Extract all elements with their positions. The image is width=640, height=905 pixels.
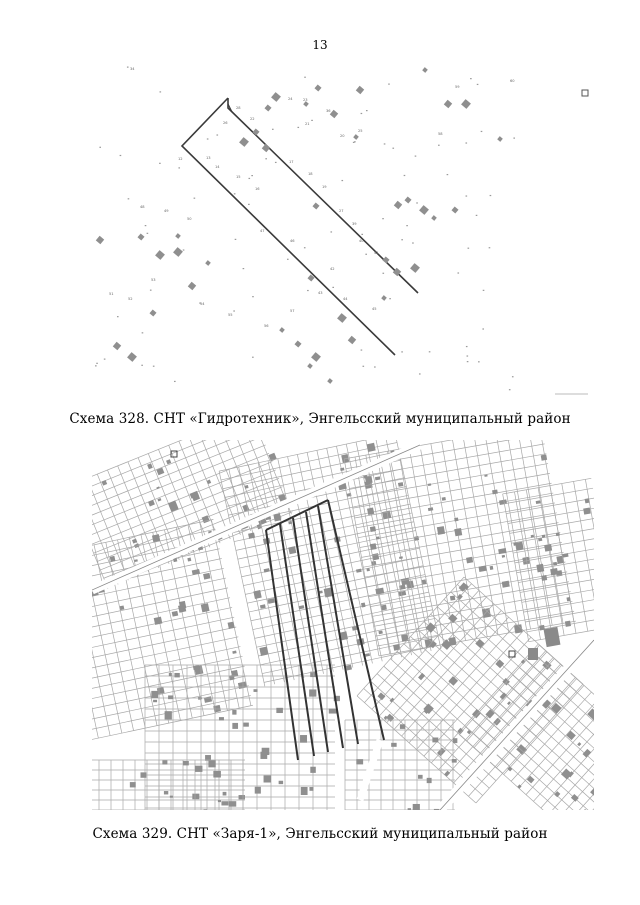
parcel-number-label: 24 xyxy=(288,97,293,101)
building-footprint xyxy=(245,485,249,489)
building-footprint xyxy=(204,696,212,703)
parcel-line xyxy=(73,428,258,503)
building-footprint xyxy=(130,782,136,787)
parcel-number-label: 51 xyxy=(109,292,114,296)
parcel-line xyxy=(506,498,595,514)
building-footprint xyxy=(204,809,207,812)
building-footprint xyxy=(192,794,199,800)
parcel-line xyxy=(506,682,617,782)
parcel-number-label: 40 xyxy=(359,239,364,243)
parcel-number-label: 52 xyxy=(128,297,133,301)
building-footprint xyxy=(413,804,420,812)
parcel-line xyxy=(548,726,628,815)
building-footprint xyxy=(232,651,236,654)
building-footprint xyxy=(288,546,296,554)
parcel-number-label: 43 xyxy=(318,291,323,295)
building-footprint xyxy=(536,564,544,573)
building-footprint xyxy=(442,497,446,501)
building-footprint xyxy=(162,760,167,764)
parcel-line xyxy=(510,518,599,534)
parcel-number-label: 16 xyxy=(255,187,260,191)
parcel-number-label: 23 xyxy=(303,98,308,102)
parcel-line xyxy=(72,637,238,672)
building-footprint xyxy=(364,475,368,478)
building-footprint xyxy=(310,767,315,773)
building-footprint xyxy=(172,611,179,617)
building-footprint xyxy=(83,609,89,614)
building-footprint xyxy=(86,490,90,493)
building-footprint xyxy=(422,579,427,584)
parcel-line xyxy=(519,668,630,768)
parcel-number-label: 56 xyxy=(264,324,269,328)
building-footprint xyxy=(260,604,266,609)
parcel-line xyxy=(66,607,232,642)
parcel-line xyxy=(70,627,236,662)
parcel-number-label: 28 xyxy=(236,106,241,110)
building-footprint xyxy=(367,507,374,515)
building-footprint xyxy=(541,575,547,581)
building-footprint xyxy=(218,800,221,802)
building-footprint xyxy=(502,555,505,558)
building-footprint xyxy=(154,617,163,625)
building-footprint xyxy=(267,598,275,604)
parcel-number-label: 58 xyxy=(438,132,443,136)
parcel-block xyxy=(75,760,245,820)
caption-scheme-328: Схема 328. СНТ «Гидротехник», Энгельсский муниципальный район xyxy=(69,411,571,427)
building-footprint xyxy=(58,560,62,564)
building-footprint xyxy=(418,775,423,779)
parcel-line xyxy=(47,555,87,741)
parcel-line xyxy=(525,606,614,622)
parcel-line xyxy=(520,577,609,593)
parcel-number-label: 27 xyxy=(339,209,344,213)
building-footprint xyxy=(590,788,599,797)
building-footprint xyxy=(264,775,271,782)
parcel-line xyxy=(80,676,246,711)
parcel-line xyxy=(394,610,501,729)
building-footprint xyxy=(232,723,238,729)
building-footprint xyxy=(452,759,457,763)
building-footprint xyxy=(169,673,172,676)
building-footprint xyxy=(243,723,248,727)
parcel-number-label: 54 xyxy=(200,302,205,306)
building-footprint xyxy=(260,752,267,759)
building-footprint xyxy=(309,689,316,696)
building-footprint xyxy=(208,760,215,767)
parcel-block xyxy=(459,644,640,820)
building-footprint xyxy=(340,468,344,471)
building-footprint xyxy=(147,463,153,469)
building-footprint xyxy=(398,482,403,487)
parcel-number-label: 22 xyxy=(250,117,255,121)
building-footprint xyxy=(183,761,189,765)
building-footprint xyxy=(301,787,308,795)
parcel-line xyxy=(200,522,240,708)
building-footprint xyxy=(170,796,173,798)
parcel-number-label: 49 xyxy=(164,209,169,213)
building-footprint xyxy=(466,557,473,564)
building-footprint xyxy=(561,768,572,779)
building-footprint xyxy=(453,738,457,743)
parcel-line xyxy=(513,537,602,553)
parcel-line xyxy=(563,739,640,820)
building-footprint xyxy=(391,743,396,747)
building-footprint xyxy=(223,792,227,796)
building-footprint xyxy=(192,569,200,575)
building-footprint xyxy=(157,498,161,502)
building-footprint xyxy=(134,559,138,562)
building-footprint xyxy=(475,639,484,648)
building-footprint xyxy=(544,544,552,552)
parcel-line xyxy=(64,598,230,633)
parcel-line xyxy=(188,525,228,711)
parcel-number-label: 50 xyxy=(187,217,192,221)
building-footprint xyxy=(203,573,210,580)
parcel-number-label: 17 xyxy=(289,160,294,164)
parcel-number-label: 42 xyxy=(330,267,335,271)
building-footprint xyxy=(454,528,462,536)
parcel-line xyxy=(493,697,604,797)
building-footprint xyxy=(168,695,173,699)
parcel-number-label: 14 xyxy=(215,165,220,169)
building-footprint xyxy=(255,787,261,794)
building-footprint xyxy=(201,603,210,612)
building-footprint xyxy=(187,557,191,561)
building-footprint xyxy=(279,781,283,784)
road-edge xyxy=(92,445,420,590)
parcel-number-label: 60 xyxy=(510,79,515,83)
building-footprint xyxy=(499,499,507,505)
building-footprint xyxy=(346,665,352,671)
building-footprint xyxy=(329,709,337,714)
building-footprint xyxy=(229,675,235,681)
building-footprint xyxy=(378,630,382,634)
building-footprint xyxy=(356,759,363,764)
building-footprint xyxy=(151,691,158,698)
building-footprint xyxy=(556,533,560,537)
building-footprint xyxy=(195,766,202,772)
parcel-block xyxy=(47,519,253,740)
parcel-line xyxy=(351,464,548,499)
building-footprint xyxy=(370,543,377,550)
parcel-number-label: 46 xyxy=(290,239,295,243)
building-footprint xyxy=(238,682,247,689)
parcel-number-label: 15 xyxy=(236,175,241,179)
parcel-number-label: 36 xyxy=(326,109,331,113)
building-footprint xyxy=(276,708,283,713)
building-footprint xyxy=(550,568,558,575)
building-footprint xyxy=(597,514,605,520)
building-footprint xyxy=(610,746,620,756)
building-footprint xyxy=(531,535,534,538)
parcel-line xyxy=(71,550,111,736)
building-footprint xyxy=(273,513,281,521)
building-footprint xyxy=(254,689,258,692)
building-footprint xyxy=(164,791,168,794)
building-footprint xyxy=(381,605,387,611)
building-footprint xyxy=(239,795,245,799)
parcel-line xyxy=(68,617,234,652)
map-329-content xyxy=(47,410,640,820)
building-footprint xyxy=(370,526,376,532)
parcel-number-label: 34 xyxy=(130,67,135,71)
parcel-number-label: 59 xyxy=(455,85,460,89)
building-footprint xyxy=(165,711,172,719)
building-footprint xyxy=(427,778,432,783)
building-footprint xyxy=(562,553,568,557)
building-footprint xyxy=(553,562,557,566)
parcel-number-label: 21 xyxy=(305,122,310,126)
parcel-block xyxy=(219,433,442,687)
building-footprint xyxy=(472,709,481,718)
building-footprint xyxy=(577,742,581,746)
parcel-line xyxy=(513,675,624,775)
building-footprint xyxy=(528,648,538,660)
building-footprint xyxy=(444,771,450,777)
building-footprint xyxy=(400,724,405,729)
building-footprint xyxy=(418,673,425,680)
building-footprint xyxy=(99,818,103,820)
parcel-line xyxy=(76,656,242,691)
building-footprint xyxy=(566,731,576,740)
parcel-number-label: 18 xyxy=(308,172,313,176)
parcel-line xyxy=(372,590,479,709)
caption-scheme-329: Схема 329. СНТ «Заря-1», Энгельсский муниципальный район xyxy=(92,826,548,842)
parcel-line xyxy=(541,719,621,808)
parcel-line xyxy=(503,478,592,494)
building-footprint xyxy=(434,809,440,815)
building-footprint xyxy=(79,666,84,671)
parcel-line xyxy=(574,481,600,629)
building-footprint xyxy=(478,565,486,572)
building-footprint xyxy=(367,443,376,452)
parcel-line xyxy=(344,424,541,459)
building-footprint xyxy=(500,692,507,699)
building-footprint xyxy=(148,500,155,507)
building-footprint xyxy=(498,548,506,554)
building-footprint xyxy=(298,605,304,609)
parcel-line xyxy=(67,412,252,487)
parcel-line xyxy=(504,488,593,504)
building-footprint xyxy=(450,595,456,600)
parcel-number-label: 41 xyxy=(374,251,379,255)
parcel-line xyxy=(387,604,494,723)
building-footprint xyxy=(309,787,313,791)
building-footprint xyxy=(437,526,445,535)
parcel-line xyxy=(486,705,597,805)
building-footprint xyxy=(585,498,590,503)
parcel-number-label: 25 xyxy=(358,129,363,133)
building-footprint xyxy=(207,480,211,485)
building-footprint xyxy=(454,517,458,521)
building-footprint xyxy=(366,568,369,571)
building-footprint xyxy=(401,634,408,642)
building-footprint xyxy=(432,737,438,742)
building-footprint xyxy=(428,507,433,511)
building-footprint xyxy=(527,428,536,437)
parcel-line xyxy=(518,567,607,583)
parcel-number-label: 44 xyxy=(343,297,348,301)
building-footprint xyxy=(607,576,613,582)
building-footprint xyxy=(583,809,587,813)
parcel-line xyxy=(508,508,597,524)
building-footprint xyxy=(356,569,362,573)
page-number: 13 xyxy=(312,38,328,52)
building-footprint xyxy=(566,597,570,601)
building-footprint xyxy=(541,454,547,460)
building-footprint xyxy=(110,556,116,562)
parcel-line xyxy=(562,484,588,632)
building-footprint xyxy=(492,489,498,494)
parcel-number-label: 39 xyxy=(352,222,357,226)
parcel-line xyxy=(70,420,255,495)
building-footprint xyxy=(153,700,157,702)
parcel-number-label: 47 xyxy=(260,229,265,233)
building-footprint xyxy=(132,539,137,544)
building-footprint xyxy=(408,808,411,812)
building-footprint xyxy=(81,552,87,558)
building-footprint xyxy=(300,735,307,743)
building-footprint xyxy=(156,468,164,476)
building-footprint xyxy=(365,653,370,657)
parcel-number-label: 53 xyxy=(151,278,156,282)
parcel-number-label: 12 xyxy=(178,157,183,161)
building-footprint xyxy=(229,801,236,806)
parcel-line xyxy=(550,486,576,634)
parcel-line xyxy=(526,660,637,760)
building-footprint xyxy=(490,566,494,570)
parcel-line xyxy=(78,666,244,701)
parcel-line xyxy=(511,528,600,544)
parcel-number-label: 19 xyxy=(322,185,327,189)
building-footprint xyxy=(542,535,546,538)
building-footprint xyxy=(221,801,228,805)
parcel-line xyxy=(87,705,253,740)
parcel-line xyxy=(522,587,611,603)
parcel-number-label: 48 xyxy=(140,205,145,209)
building-footprint xyxy=(53,578,59,582)
parcel-line xyxy=(60,578,226,613)
parcel-number-label: 55 xyxy=(228,313,233,317)
parcel-line xyxy=(74,647,240,682)
building-footprint xyxy=(428,483,431,486)
building-footprint xyxy=(264,568,270,572)
building-footprint xyxy=(565,621,571,627)
building-footprint xyxy=(232,710,236,715)
building-footprint xyxy=(246,415,255,424)
parcel-number-label: 57 xyxy=(290,309,295,313)
parcel-number-label: 45 xyxy=(372,307,377,311)
building-footprint xyxy=(140,772,146,777)
building-footprint xyxy=(152,534,160,542)
building-footprint xyxy=(600,539,606,543)
building-footprint xyxy=(375,476,380,480)
building-footprint xyxy=(207,431,213,437)
parcel-number-label: 13 xyxy=(206,156,211,160)
building-footprint xyxy=(502,581,510,588)
parcel-number-label: 20 xyxy=(340,134,345,138)
building-footprint xyxy=(399,556,403,559)
parcel-line xyxy=(379,597,486,716)
building-footprint xyxy=(414,536,419,541)
building-footprint xyxy=(583,507,591,514)
building-footprint xyxy=(102,480,108,486)
building-footprint xyxy=(544,627,561,647)
parcel-line xyxy=(571,746,640,820)
parcel-number-label: 26 xyxy=(223,121,228,125)
building-footprint xyxy=(527,776,535,784)
building-footprint xyxy=(120,605,125,610)
building-footprint xyxy=(174,673,179,677)
building-footprint xyxy=(213,771,221,778)
building-footprint xyxy=(583,749,592,758)
building-footprint xyxy=(515,542,523,551)
building-footprint xyxy=(219,717,224,720)
building-footprint xyxy=(156,486,159,489)
building-footprint xyxy=(159,815,165,820)
parcel-line xyxy=(59,552,99,738)
